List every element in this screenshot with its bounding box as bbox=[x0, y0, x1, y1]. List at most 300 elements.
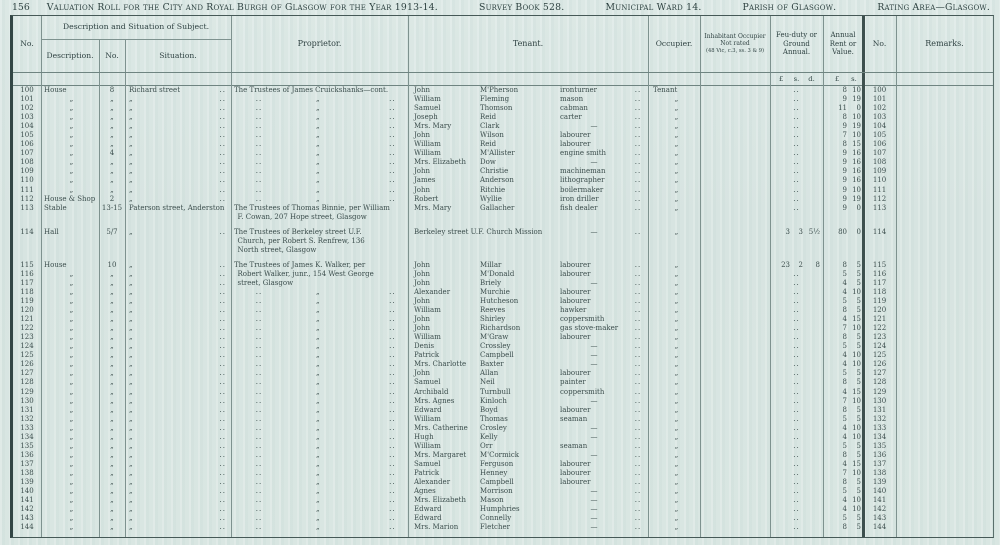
feu-duty-cell bbox=[770, 86, 823, 95]
inhabitant-occupier-cell bbox=[700, 131, 770, 140]
tenant-surname-cell: Campbell bbox=[480, 351, 514, 360]
proprietor-ditto-right: .. bbox=[389, 104, 396, 113]
tenant-dots: .. bbox=[634, 487, 642, 496]
tenant-occupation-cell: iron driller bbox=[560, 194, 599, 203]
annual-rent-cell bbox=[823, 406, 863, 415]
situation-text: „ bbox=[129, 176, 133, 185]
tenant-occupation-cell: seaman bbox=[560, 414, 588, 423]
currency-units-rent bbox=[823, 73, 863, 85]
table-row bbox=[13, 104, 993, 113]
tenant-forename-cell: Mrs. Catherine bbox=[414, 423, 468, 432]
feu-duty-cell bbox=[770, 333, 823, 342]
remarks-cell bbox=[896, 478, 993, 487]
tenant-surname-cell: Henney bbox=[480, 468, 508, 477]
street-number-cell: „ bbox=[110, 360, 114, 369]
situation-cell bbox=[125, 149, 231, 158]
feu-duty-dots: .. bbox=[793, 487, 800, 496]
inhabitant-occupier-cell bbox=[700, 378, 770, 387]
table-row bbox=[13, 149, 993, 158]
inhabitant-occupier-line2: Not rated bbox=[720, 40, 750, 47]
inhabitant-occupier-cell bbox=[700, 167, 770, 176]
proprietor-ditto-right: .. bbox=[389, 122, 396, 131]
proprietor-text: street, Glasgow bbox=[234, 278, 294, 287]
feu-pence: 5½ bbox=[808, 227, 820, 236]
page-title-group bbox=[12, 2, 438, 14]
feu-shillings bbox=[790, 237, 803, 246]
feu-pounds: 3 bbox=[785, 227, 790, 236]
situation-text: „ bbox=[129, 423, 133, 432]
remarks-cell bbox=[896, 442, 993, 451]
tenant-forename-cell: William bbox=[414, 441, 441, 450]
situation-dots: .. bbox=[219, 140, 226, 149]
proprietor-ditto-center: „ bbox=[315, 396, 321, 405]
tenant-surname-cell: Allan bbox=[480, 369, 499, 378]
feu-duty-cell bbox=[770, 113, 823, 122]
tenant-forename-cell bbox=[408, 213, 478, 222]
proprietor-ditto-left: .. bbox=[255, 95, 263, 104]
tenant-forename-cell bbox=[408, 246, 478, 255]
tenant-occupation-cell: boilermaker bbox=[560, 185, 604, 194]
proprietor-ditto-center: „ bbox=[315, 450, 321, 459]
tenant-occupation-cell: — bbox=[590, 278, 598, 287]
annual-rent-cell bbox=[823, 442, 863, 451]
annual-rent-cell bbox=[823, 279, 863, 288]
annual-rent-cell bbox=[823, 523, 863, 532]
roll-number-cell: 118 bbox=[20, 287, 34, 296]
table-row bbox=[13, 213, 993, 222]
proprietor-ditto-left: .. bbox=[255, 158, 263, 167]
annual-rent-cell bbox=[823, 237, 863, 246]
street-number-cell bbox=[99, 246, 125, 255]
description-cell: „ bbox=[69, 487, 74, 496]
remarks-cell bbox=[896, 279, 993, 288]
situation-cell bbox=[125, 360, 231, 369]
rent-pounds: 5 bbox=[842, 441, 847, 450]
feu-shillings bbox=[790, 213, 803, 222]
proprietor-ditto-left: .. bbox=[255, 487, 263, 496]
situation-text: „ bbox=[129, 227, 133, 236]
tenant-occupation-cell: mason bbox=[560, 95, 584, 104]
tenant-forename-cell: William bbox=[414, 333, 441, 342]
street-number-cell: „ bbox=[110, 95, 114, 104]
table-row bbox=[13, 514, 993, 523]
tenant-surname-cell: Mason bbox=[480, 496, 504, 505]
occupier-cell: „ bbox=[674, 158, 679, 167]
annual-rent-cell bbox=[823, 369, 863, 378]
table-row bbox=[13, 415, 993, 424]
description-cell: „ bbox=[69, 351, 74, 360]
tenant-surname-cell bbox=[478, 246, 558, 255]
occupier-cell: „ bbox=[674, 227, 679, 236]
roll-number-cell: 106 bbox=[20, 140, 34, 149]
tenant-forename-cell: Samuel bbox=[414, 104, 441, 113]
roll-number-cell: 114 bbox=[20, 227, 34, 236]
col-header-tenant: Tenant. bbox=[512, 38, 544, 48]
occupier-cell: „ bbox=[674, 496, 679, 505]
proprietor-ditto-right: .. bbox=[389, 477, 396, 486]
tenant-occupation-cell: labourer bbox=[560, 269, 591, 278]
tenant-occupation-cell bbox=[558, 213, 628, 222]
feu-duty-cell bbox=[770, 246, 823, 255]
proprietor-ditto-center: „ bbox=[315, 432, 321, 441]
table-row bbox=[13, 195, 993, 204]
rent-pounds: 9 bbox=[842, 149, 847, 158]
table-row bbox=[13, 487, 993, 496]
annual-rent-cell bbox=[823, 388, 863, 397]
rent-shillings: 10 bbox=[852, 432, 861, 441]
roll-number-cell-right: 100 bbox=[872, 86, 887, 94]
rent-pounds: 7 bbox=[842, 324, 847, 333]
tenant-occupation-cell: — bbox=[590, 523, 598, 532]
proprietor-ditto-left: .. bbox=[255, 523, 263, 532]
situation-text: „ bbox=[129, 514, 133, 523]
annual-rent-cell bbox=[823, 397, 863, 406]
proprietor-ditto-left: .. bbox=[255, 387, 263, 396]
tenant-occupation-cell: seaman bbox=[560, 441, 588, 450]
situation-cell bbox=[125, 122, 231, 131]
proprietor-ditto-right: .. bbox=[389, 324, 396, 333]
street-number-cell: „ bbox=[110, 432, 114, 441]
table-row bbox=[13, 333, 993, 342]
situation-cell bbox=[125, 451, 231, 460]
roll-number-cell-right: 136 bbox=[872, 450, 887, 459]
feu-pounds bbox=[772, 237, 790, 246]
situation-text: „ bbox=[129, 496, 133, 505]
description-cell: „ bbox=[69, 176, 74, 185]
roll-number-cell-right: 113 bbox=[872, 203, 887, 212]
occupier-cell: „ bbox=[674, 441, 679, 450]
roll-number-cell: 122 bbox=[20, 324, 34, 333]
roll-number-cell bbox=[13, 237, 41, 246]
proprietor-ditto-left: .. bbox=[255, 342, 263, 351]
roll-number-cell-right: 114 bbox=[872, 227, 887, 236]
proprietor-ditto-center: „ bbox=[315, 505, 321, 514]
proprietor-text: The Trustees of Berkeley street U.F. bbox=[234, 227, 362, 236]
proprietor-ditto-center: „ bbox=[315, 185, 321, 194]
situation-dots: .. bbox=[219, 149, 226, 158]
proprietor-cell bbox=[231, 228, 408, 237]
tenant-forename-cell: John bbox=[414, 269, 431, 278]
proprietor-ditto-center: „ bbox=[315, 287, 321, 296]
remarks-cell bbox=[896, 306, 993, 315]
feu-duty-dots: .. bbox=[793, 269, 800, 278]
situation-dots: .. bbox=[219, 104, 226, 113]
street-number-cell: „ bbox=[110, 287, 114, 296]
table-row bbox=[13, 237, 993, 246]
rent-pounds-unit: £ bbox=[834, 75, 840, 83]
proprietor-cell bbox=[231, 460, 408, 469]
feu-duty-cell bbox=[770, 442, 823, 451]
proprietor-ditto-left: .. bbox=[255, 306, 263, 315]
roll-number-cell: 121 bbox=[20, 315, 34, 324]
feu-duty-cell bbox=[770, 424, 823, 433]
tenant-occupation-cell: ironturner bbox=[560, 86, 597, 94]
feu-duty-cell bbox=[770, 195, 823, 204]
situation-cell bbox=[125, 378, 231, 387]
proprietor-ditto-left: .. bbox=[255, 194, 263, 203]
street-number-cell bbox=[99, 237, 125, 246]
situation-cell bbox=[125, 140, 231, 149]
situation-cell bbox=[125, 523, 231, 532]
rent-pounds: 8 bbox=[842, 477, 847, 486]
proprietor-ditto-left: .. bbox=[255, 176, 263, 185]
feu-duty-cell bbox=[770, 306, 823, 315]
situation-cell bbox=[125, 104, 231, 113]
roll-number-cell-right: 121 bbox=[872, 315, 887, 324]
occupier-cell: „ bbox=[674, 360, 679, 369]
situation-text: „ bbox=[129, 315, 133, 324]
table-row bbox=[13, 360, 993, 369]
rating-area-label: Rating Area—Glasgow. bbox=[877, 2, 990, 13]
tenant-surname-cell: Reid bbox=[480, 113, 497, 122]
tenant-occupation-cell: engine smith bbox=[560, 149, 607, 158]
situation-cell bbox=[125, 270, 231, 279]
table-row bbox=[13, 86, 993, 95]
tenant-surname-cell: Campbell bbox=[480, 477, 514, 486]
rent-pounds: 9 bbox=[842, 176, 847, 185]
description-cell: „ bbox=[69, 468, 74, 477]
situation-cell bbox=[125, 388, 231, 397]
roll-number-cell: 101 bbox=[20, 95, 34, 104]
proprietor-cell bbox=[231, 95, 408, 104]
inhabitant-occupier-cell bbox=[700, 369, 770, 378]
tenant-occupation-cell: — bbox=[590, 342, 598, 351]
remarks-cell bbox=[896, 496, 993, 505]
rent-pounds: 9 bbox=[842, 122, 847, 131]
feu-duty-cell bbox=[770, 279, 823, 288]
tenant-dots: .. bbox=[634, 315, 642, 324]
description-cell: „ bbox=[69, 441, 74, 450]
proprietor-ditto-right: .. bbox=[389, 194, 396, 203]
street-number-cell: „ bbox=[110, 104, 114, 113]
occupier-cell: „ bbox=[674, 505, 679, 514]
tenant-occupation-cell bbox=[558, 246, 628, 255]
proprietor-cell bbox=[231, 360, 408, 369]
tenant-dots: .. bbox=[634, 459, 642, 468]
roll-number-cell: 105 bbox=[20, 131, 34, 140]
proprietor-ditto-center: „ bbox=[315, 113, 321, 122]
proprietor-ditto-center: „ bbox=[315, 459, 321, 468]
proprietor-cell bbox=[231, 496, 408, 505]
rent-shillings: 5 bbox=[856, 514, 861, 523]
occupier-cell: „ bbox=[674, 185, 679, 194]
situation-cell bbox=[125, 424, 231, 433]
rent-pounds: 4 bbox=[842, 459, 847, 468]
situation-text: „ bbox=[129, 351, 133, 360]
street-number-cell: „ bbox=[110, 131, 114, 140]
rent-shillings: 10 bbox=[852, 113, 861, 122]
table-body bbox=[13, 86, 993, 532]
tenant-forename-cell: Patrick bbox=[414, 351, 440, 360]
proprietor-ditto-center: „ bbox=[315, 149, 321, 158]
page-number: 156 bbox=[12, 2, 30, 13]
proprietor-ditto-center: „ bbox=[315, 131, 321, 140]
tenant-forename-cell: John bbox=[414, 167, 431, 176]
proprietor-ditto-center: „ bbox=[315, 158, 321, 167]
description-cell: „ bbox=[69, 278, 74, 287]
tenant-surname-cell: M'Graw bbox=[480, 333, 509, 342]
remarks-cell bbox=[896, 505, 993, 514]
tenant-surname-cell: Turnbull bbox=[480, 387, 511, 396]
occupier-cell: „ bbox=[674, 378, 679, 387]
inhabitant-occupier-statute: (48 Vic, c.3, ss. 3 & 9) bbox=[705, 47, 765, 54]
inhabitant-occupier-cell bbox=[700, 388, 770, 397]
table-header bbox=[13, 16, 993, 73]
proprietor-ditto-center: „ bbox=[315, 477, 321, 486]
inhabitant-occupier-cell bbox=[700, 122, 770, 131]
situation-dots: .. bbox=[219, 487, 226, 496]
description-cell: „ bbox=[69, 140, 74, 149]
street-number-cell: „ bbox=[110, 468, 114, 477]
situation-text: „ bbox=[129, 477, 133, 486]
situation-dots: .. bbox=[219, 260, 226, 269]
description-cell: „ bbox=[69, 269, 74, 278]
table-row bbox=[13, 315, 993, 324]
feu-duty-dots: .. bbox=[793, 287, 800, 296]
proprietor-ditto-right: .. bbox=[389, 432, 396, 441]
tenant-surname-cell: Clark bbox=[480, 122, 500, 131]
situation-dots: .. bbox=[219, 432, 226, 441]
situation-dots: .. bbox=[219, 423, 226, 432]
roll-number-cell: 115 bbox=[20, 260, 34, 269]
proprietor-cell bbox=[231, 478, 408, 487]
tenant-occupation-cell: — bbox=[590, 450, 598, 459]
feu-duty-dots: .. bbox=[793, 468, 800, 477]
feu-duty-cell bbox=[770, 315, 823, 324]
inhabitant-occupier-cell bbox=[700, 406, 770, 415]
roll-number-cell: 124 bbox=[20, 342, 34, 351]
feu-duty-dots: .. bbox=[793, 342, 800, 351]
tenant-dots: .. bbox=[634, 405, 642, 414]
roll-number-cell: 123 bbox=[20, 333, 34, 342]
rent-shillings: 5 bbox=[856, 306, 861, 315]
proprietor-ditto-center: „ bbox=[315, 104, 321, 113]
roll-number-cell bbox=[13, 246, 41, 255]
proprietor-cell bbox=[231, 469, 408, 478]
col-header-no-right: No. bbox=[872, 38, 887, 48]
tenant-forename-cell: Mrs. Agnes bbox=[414, 396, 455, 405]
tenant-dots: .. bbox=[634, 360, 642, 369]
inhabitant-occupier-cell bbox=[700, 342, 770, 351]
situation-text: „ bbox=[129, 324, 133, 333]
situation-cell bbox=[125, 406, 231, 415]
table-row bbox=[13, 131, 993, 140]
street-number-cell: „ bbox=[110, 396, 114, 405]
feu-duty-cell bbox=[770, 204, 823, 213]
col-header-no: No. bbox=[20, 38, 34, 48]
situation-text: „ bbox=[129, 441, 133, 450]
inhabitant-occupier-cell bbox=[700, 415, 770, 424]
rent-pounds: 5 bbox=[842, 514, 847, 523]
col-header-description-situation bbox=[41, 16, 231, 72]
roll-number-cell: 113 bbox=[20, 203, 34, 212]
rent-shillings: 10 bbox=[852, 396, 861, 405]
proprietor-ditto-left: .. bbox=[255, 468, 263, 477]
tenant-dots bbox=[628, 237, 648, 246]
tenant-forename-cell: Joseph bbox=[414, 113, 438, 122]
street-number-cell: „ bbox=[110, 496, 114, 505]
rent-shillings: 16 bbox=[852, 176, 861, 185]
feu-duty-dots: .. bbox=[793, 441, 800, 450]
situation-text: „ bbox=[129, 459, 133, 468]
feu-duty-dots: .. bbox=[793, 523, 800, 532]
proprietor-ditto-left: .. bbox=[255, 113, 263, 122]
inhabitant-occupier-cell bbox=[700, 279, 770, 288]
feu-pence bbox=[803, 237, 820, 246]
rent-pounds: 4 bbox=[842, 287, 847, 296]
description-cell: „ bbox=[69, 505, 74, 514]
rent-pounds: 9 bbox=[842, 185, 847, 194]
description-cell: „ bbox=[69, 333, 74, 342]
roll-number-cell-right: 130 bbox=[872, 396, 887, 405]
occupier-cell: „ bbox=[674, 396, 679, 405]
street-number-cell: „ bbox=[110, 297, 114, 306]
rent-pounds bbox=[827, 246, 847, 255]
roll-number-cell-right: 132 bbox=[872, 414, 887, 423]
tenant-forename-cell: Edward bbox=[414, 505, 442, 514]
description-cell: „ bbox=[69, 167, 74, 176]
proprietor-ditto-right: .. bbox=[389, 306, 396, 315]
situation-dots: .. bbox=[219, 378, 226, 387]
street-number-cell: „ bbox=[110, 333, 114, 342]
occupier-cell: „ bbox=[674, 260, 679, 269]
street-number-cell: „ bbox=[110, 387, 114, 396]
situation-cell bbox=[125, 279, 231, 288]
remarks-cell bbox=[896, 204, 993, 213]
situation-dots: .. bbox=[219, 185, 226, 194]
annual-rent-cell bbox=[823, 113, 863, 122]
description-cell: „ bbox=[69, 158, 74, 167]
proprietor-ditto-right: .. bbox=[389, 423, 396, 432]
proprietor-cell bbox=[231, 140, 408, 149]
remarks-cell bbox=[896, 167, 993, 176]
feu-duty-cell bbox=[770, 433, 823, 442]
roll-number-cell-right: 106 bbox=[872, 140, 887, 149]
rent-shillings: 5 bbox=[856, 260, 861, 269]
tenant-surname-cell: Fleming bbox=[480, 95, 510, 104]
tenant-forename-cell: John bbox=[414, 315, 431, 324]
situation-cell bbox=[125, 460, 231, 469]
inhabitant-occupier-cell bbox=[700, 113, 770, 122]
feu-duty-dots: .. bbox=[793, 351, 800, 360]
tenant-dots: .. bbox=[634, 468, 642, 477]
table-row bbox=[13, 451, 993, 460]
occupier-cell: „ bbox=[674, 369, 679, 378]
proprietor-ditto-right: .. bbox=[389, 176, 396, 185]
rent-pounds: 7 bbox=[842, 468, 847, 477]
roll-number-cell: 116 bbox=[20, 269, 34, 278]
inhabitant-occupier-cell bbox=[700, 360, 770, 369]
col-header-proprietor: Proprietor. bbox=[297, 38, 342, 48]
tenant-forename-cell: Archibald bbox=[414, 387, 449, 396]
proprietor-ditto-left: .. bbox=[255, 459, 263, 468]
occupier-cell: Tenant bbox=[653, 86, 678, 94]
tenant-dots: .. bbox=[634, 185, 642, 194]
feu-duty-dots: .. bbox=[793, 324, 800, 333]
description-cell: „ bbox=[69, 287, 74, 296]
annual-rent-cell bbox=[823, 451, 863, 460]
feu-duty-dots: .. bbox=[793, 315, 800, 324]
roll-number-cell: 125 bbox=[20, 351, 34, 360]
feu-duty-cell bbox=[770, 369, 823, 378]
annual-rent-cell bbox=[823, 195, 863, 204]
street-number-cell: 13-15 bbox=[101, 203, 123, 212]
tenant-surname-cell: Richardson bbox=[480, 324, 521, 333]
street-number-cell: „ bbox=[110, 315, 114, 324]
tenant-occupation-cell: lithographer bbox=[560, 176, 605, 185]
situation-cell bbox=[125, 158, 231, 167]
annual-rent-cell bbox=[823, 297, 863, 306]
